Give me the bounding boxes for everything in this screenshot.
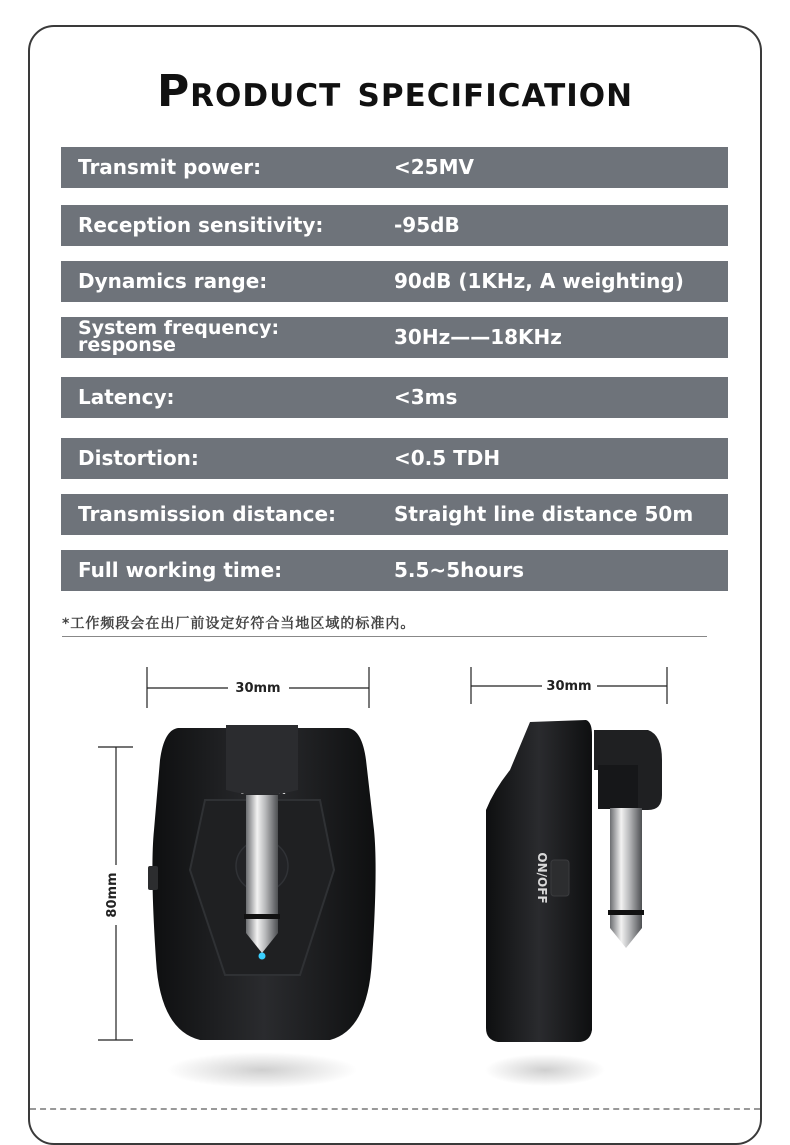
front-width-dimension	[147, 667, 369, 708]
power-switch-label: ON/OFF	[535, 852, 549, 904]
spec-value: 5.5~5hours	[394, 558, 525, 582]
spec-row-transmission-distance	[61, 494, 728, 535]
side-width-label: 30mm	[546, 679, 592, 694]
spec-value: <0.5 TDH	[394, 446, 501, 470]
height-dimension	[98, 747, 133, 1040]
spec-value: Straight line distance 50m	[394, 502, 694, 526]
spec-label: Distortion:	[78, 446, 199, 470]
device-side-view	[485, 720, 662, 1086]
spec-value: <3ms	[394, 385, 458, 409]
side-width-dimension	[471, 667, 667, 704]
spec-value: -95dB	[394, 213, 460, 237]
spec-row-distortion	[61, 438, 728, 479]
jack-plug	[246, 795, 278, 915]
spec-row-working-time	[61, 550, 728, 591]
spec-label: System frequency: response	[78, 317, 280, 356]
device-front-view	[148, 725, 376, 1088]
footnote: *工作频段会在出厂前设定好符合当地区域的标准内。	[62, 616, 416, 632]
status-led	[259, 953, 266, 960]
spec-value: <25MV	[394, 155, 474, 179]
spec-row-reception-sensitivity	[61, 205, 728, 246]
spec-row-dynamics-range	[61, 261, 728, 302]
spec-label: Reception sensitivity:	[78, 213, 324, 237]
spec-row-transmit-power	[61, 147, 728, 188]
spec-value: 90dB (1KHz, A weighting)	[394, 269, 684, 293]
height-label: 80mm	[105, 872, 120, 918]
spec-label: Latency:	[78, 385, 175, 409]
spec-value: 30Hz——18KHz	[394, 325, 562, 349]
front-width-label: 30mm	[235, 681, 281, 696]
page-title: Product specification	[156, 66, 634, 117]
spec-label: Transmit power:	[78, 155, 262, 179]
spec-label: Transmission distance:	[78, 502, 337, 526]
side-jack-plug	[610, 808, 642, 912]
spec-label: Dynamics range:	[78, 269, 268, 293]
side-switch	[148, 866, 158, 890]
divider	[62, 636, 707, 637]
dashed-divider	[30, 1108, 760, 1110]
device-illustration	[0, 650, 790, 1110]
spec-label: Full working time:	[78, 558, 283, 582]
spec-row-frequency-response	[61, 317, 728, 358]
spec-row-latency	[61, 377, 728, 418]
power-switch[interactable]	[551, 860, 569, 896]
